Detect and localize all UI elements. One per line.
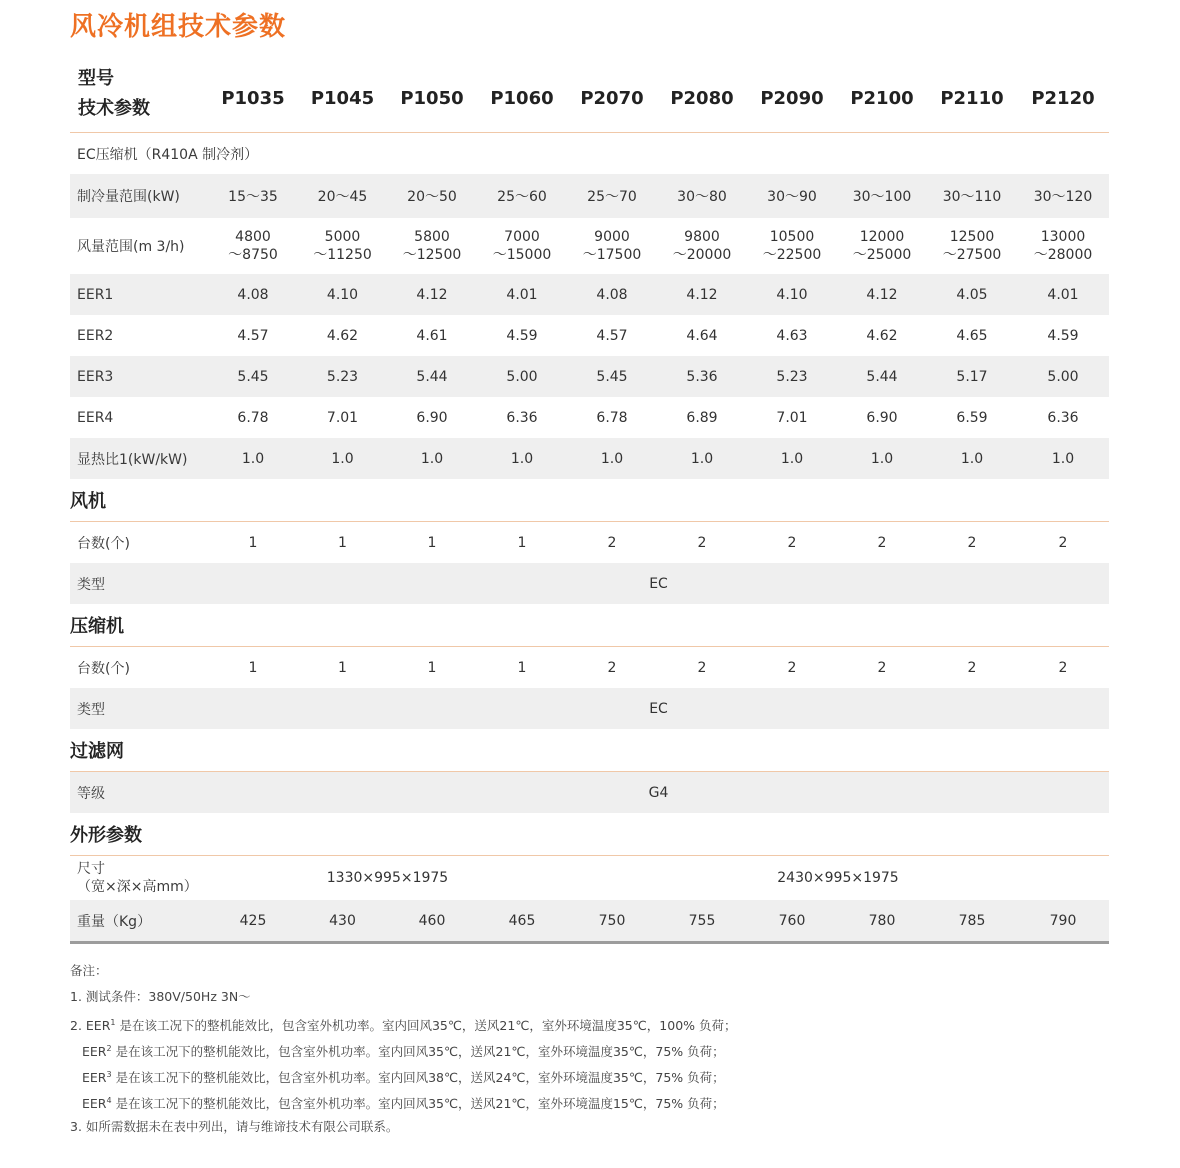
model-header: P2090	[747, 56, 837, 133]
eer2-value: 4.57	[237, 327, 269, 344]
shr-value: 1.0	[298, 438, 387, 479]
table-row	[70, 900, 1109, 943]
compressor-count-value: 1	[338, 659, 347, 676]
weight-value: 780	[837, 900, 927, 943]
weight-value: 785	[927, 900, 1017, 943]
compressor-count-value: 1	[427, 659, 437, 676]
model-header: P1045	[298, 56, 387, 133]
model-header: P2100	[837, 56, 927, 133]
compressor-count-value: 2	[877, 659, 887, 676]
cooling-value: 15～35	[208, 174, 298, 218]
eer2-value: 4.59	[506, 327, 538, 344]
eer4-value: 6.59	[956, 409, 988, 426]
spec-table	[70, 56, 1109, 944]
eer1-value: 4.10	[298, 274, 387, 315]
cooling-value: 20～50	[387, 174, 477, 218]
cooling-value: 30～100	[837, 174, 927, 218]
eer4-value: 6.89	[686, 409, 718, 426]
eer4-value: 6.90	[866, 409, 898, 426]
airflow-value: 10500 ～22500	[762, 229, 822, 263]
eer2-label: EER2	[77, 327, 114, 344]
compressor-count-value: 2	[967, 659, 977, 676]
eer3-value: 5.44	[837, 356, 927, 397]
eer4-value: 6.78	[596, 409, 628, 426]
weight-value: 755	[657, 900, 747, 943]
weight-value: 425	[208, 900, 298, 943]
table-row	[70, 218, 1109, 274]
eer1-value: 4.12	[837, 274, 927, 315]
shr-value: 1.0	[567, 438, 657, 479]
header-label: 型号 技术参数	[70, 56, 208, 133]
eer1-value: 4.12	[657, 274, 747, 315]
compressor-count-value: 1	[517, 659, 527, 676]
compressor-count-value: 2	[697, 659, 707, 676]
fan-count-value: 2	[787, 534, 797, 551]
fan-count-value: 2	[697, 534, 707, 551]
eer3-value: 5.45	[208, 356, 298, 397]
model-header: P1035	[208, 56, 298, 133]
cooling-value: 30～120	[1017, 174, 1109, 218]
table-row	[70, 397, 1109, 438]
table-row	[70, 563, 1109, 604]
eer4-label: EER4	[77, 409, 114, 426]
eer4-value: 6.90	[416, 409, 448, 426]
airflow-value: 5800 ～12500	[402, 229, 462, 263]
eer3-value: 5.23	[298, 356, 387, 397]
weight-value: 465	[477, 900, 567, 943]
fan-count-value: 1	[338, 534, 347, 551]
page-title: 风冷机组技术参数	[70, 12, 287, 42]
section-fan	[70, 479, 1109, 522]
eer2-value: 4.59	[1047, 327, 1079, 344]
note-2d: EER$^4$ 是在该工况下的整机能效比，包含室外机功率。室内回风35℃，送风21℃，室外环境温度15℃，75% 负荷；	[82, 1096, 725, 1112]
eer1-value: 4.12	[387, 274, 477, 315]
weight-value: 760	[747, 900, 837, 943]
model-header: P1050	[387, 56, 477, 133]
eer1-value: 4.08	[567, 274, 657, 315]
eer2-value: 4.62	[326, 327, 359, 344]
eer2-value: 4.62	[866, 327, 898, 344]
fan-count-label: 台数(个)	[77, 535, 130, 552]
airflow-value: 12500 ～27500	[942, 229, 1002, 263]
fan-count-value: 2	[877, 534, 887, 551]
fan-type-value: EC	[208, 563, 1109, 604]
size-value-group2: 2430×995×1975	[777, 870, 899, 886]
model-header: P2120	[1017, 56, 1109, 133]
cooling-value: 20～45	[298, 174, 387, 218]
notes-heading: 备注：	[70, 963, 108, 978]
size-value-group1: 1330×995×1975	[326, 870, 449, 886]
eer1-value: 4.05	[927, 274, 1017, 315]
airflow-value: 7000 ～15000	[492, 229, 552, 263]
airflow-value: 9000 ～17500	[582, 229, 642, 263]
airflow-value: 12000 ～25000	[852, 229, 912, 263]
airflow-value: 13000 ～28000	[1033, 229, 1093, 263]
airflow-value: 4800 ～8750	[228, 229, 278, 263]
eer2-value: 4.61	[416, 327, 448, 344]
eer1-value: 4.10	[747, 274, 837, 315]
eer2-value: 4.57	[596, 327, 628, 344]
compressor-count-value: 2	[1058, 659, 1068, 676]
model-header: P2080	[657, 56, 747, 133]
airflow-value: 9800 ～20000	[672, 229, 732, 263]
eer4-value: 6.36	[506, 409, 538, 426]
cooling-value: 30～110	[927, 174, 1017, 218]
airflow-label: 风量范围(m 3/h)	[77, 239, 185, 255]
eer2-value: 4.64	[686, 327, 718, 344]
fan-count-value: 2	[967, 534, 977, 551]
shr-value: 1.0	[387, 438, 477, 479]
ec-compressor-label: EC压缩机（R410A 制冷剂）	[77, 146, 259, 163]
eer1-value: 4.08	[208, 274, 298, 315]
eer3-value: 5.44	[387, 356, 477, 397]
eer4-value: 6.36	[1047, 409, 1079, 426]
section-dimensions	[70, 813, 1109, 856]
eer3-value: 5.45	[567, 356, 657, 397]
model-header: P1060	[477, 56, 567, 133]
fan-type-label: 类型	[70, 563, 208, 604]
cooling-value: 25～70	[567, 174, 657, 218]
table-row	[70, 772, 1109, 814]
table-row	[70, 356, 1109, 397]
note-2b: EER$^2$ 是在该工况下的整机能效比，包含室外机功率。室内回风35℃，送风21℃，室外环境温度35℃，75% 负荷；	[82, 1044, 725, 1060]
model-header: P2110	[927, 56, 1017, 133]
note-2: 2. EER$^1$ 是在该工况下的整机能效比，包含室外机功率。室内回风35℃，送风21℃，室外环境温度35℃，100% 负荷；	[70, 1018, 737, 1034]
weight-value: 460	[387, 900, 477, 943]
section-heading: 过滤网	[70, 729, 1109, 772]
compressor-type-value: EC	[208, 688, 1109, 729]
fan-count-value: 1	[517, 534, 527, 551]
shr-label: 显热比1(kW/kW)	[70, 438, 208, 479]
eer1-label: EER1	[70, 274, 208, 315]
compressor-count-value: 1	[248, 659, 258, 676]
eer1-value: 4.01	[477, 274, 567, 315]
note-3: 3. 如所需数据未在表中列出，请与维谛技术有限公司联系。	[70, 1119, 399, 1134]
notes	[70, 962, 737, 1144]
fan-count-value: 2	[1058, 534, 1068, 551]
shr-value: 1.0	[927, 438, 1017, 479]
filter-grade-value: G4	[208, 772, 1109, 814]
eer2-value: 4.63	[776, 327, 808, 344]
model-header: P2070	[567, 56, 657, 133]
shr-value: 1.0	[837, 438, 927, 479]
eer4-value: 6.78	[237, 409, 269, 426]
shr-value: 1.0	[208, 438, 298, 479]
table-row	[70, 174, 1109, 218]
table-row	[70, 315, 1109, 356]
compressor-count-value: 2	[607, 659, 617, 676]
airflow-value: 5000 ～11250	[313, 229, 372, 263]
eer2-value: 4.65	[956, 327, 988, 344]
section-heading: 风机	[70, 479, 1109, 522]
eer3-value: 5.00	[1017, 356, 1109, 397]
eer3-value: 5.00	[477, 356, 567, 397]
section-compressor	[70, 604, 1109, 647]
weight-value: 790	[1017, 900, 1109, 943]
section-heading: 外形参数	[70, 813, 1109, 856]
eer3-value: 5.23	[747, 356, 837, 397]
shr-value: 1.0	[747, 438, 837, 479]
eer3-label: EER3	[70, 356, 208, 397]
size-label: 尺寸 （宽×深×高mm）	[77, 861, 198, 895]
eer4-value: 7.01	[776, 409, 808, 426]
eer3-value: 5.17	[927, 356, 1017, 397]
table-row	[70, 647, 1109, 689]
note-1: 1. 测试条件：380V/50Hz 3N～	[70, 989, 251, 1004]
cooling-value: 30～80	[657, 174, 747, 218]
header-row	[70, 56, 1109, 133]
compressor-count-value: 2	[787, 659, 797, 676]
fan-count-value: 1	[248, 534, 258, 551]
shr-value: 1.0	[477, 438, 567, 479]
section-heading: 压缩机	[70, 604, 1109, 647]
shr-value: 1.0	[1017, 438, 1109, 479]
shr-value: 1.0	[657, 438, 747, 479]
cooling-label: 制冷量范围(kW)	[70, 174, 208, 218]
cooling-value: 25～60	[477, 174, 567, 218]
table-row	[70, 274, 1109, 315]
eer1-value: 4.01	[1017, 274, 1109, 315]
fan-count-value: 2	[607, 534, 617, 551]
cooling-value: 30～90	[747, 174, 837, 218]
weight-value: 430	[298, 900, 387, 943]
table-row	[70, 856, 1109, 901]
table-row	[70, 688, 1109, 729]
section-filter	[70, 729, 1109, 772]
ec-compressor-row	[70, 133, 1109, 175]
weight-label: 重量（Kg）	[70, 900, 208, 943]
table-row	[70, 438, 1109, 479]
note-2c: EER$^3$ 是在该工况下的整机能效比，包含室外机功率。室内回风38℃，送风24℃，室外环境温度35℃，75% 负荷；	[82, 1070, 725, 1086]
fan-count-value: 1	[427, 534, 437, 551]
compressor-type-label: 类型	[70, 688, 208, 729]
eer3-value: 5.36	[657, 356, 747, 397]
compressor-count-label: 台数(个)	[77, 660, 130, 677]
filter-grade-label: 等级	[70, 772, 208, 814]
eer4-value: 7.01	[326, 409, 359, 426]
weight-value: 750	[567, 900, 657, 943]
table-row	[70, 522, 1109, 564]
